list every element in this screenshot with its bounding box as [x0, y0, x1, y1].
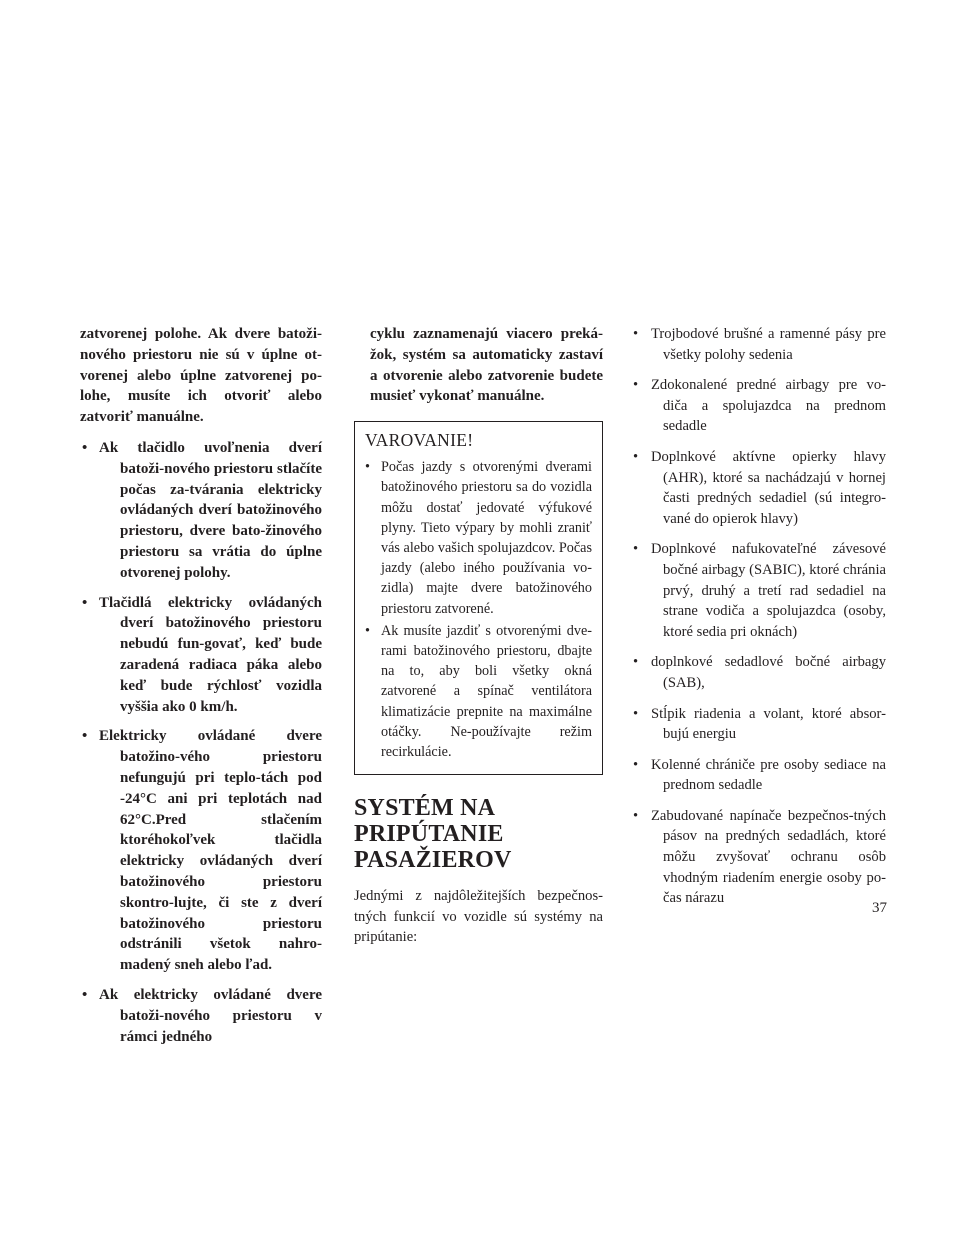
bullet-icon: •: [633, 377, 639, 394]
bullet-icon: •: [82, 594, 88, 611]
bullet-icon: •: [633, 705, 639, 722]
bullet-icon: •: [82, 728, 88, 745]
list-item: • Stĺpik riadenia a volant, ktoré absor-bujú energiu: [633, 705, 886, 743]
column-1: [76, 324, 322, 1056]
list-item: • Doplnkové aktívne opierky hlavy (AHR), ktoré sa nachádzajú v hornej časti predných sedadiel (sú integro-vané do opierok hlavy): [633, 448, 886, 527]
bullet-icon: •: [633, 541, 639, 558]
list-item: • Ak tlačidlo uvoľnenia dverí batoži-nového priestoru stlačíte počas za-tvárania elektricky ovládaných dverí batožinového priestoru, dvere bato-žinového priestoru sa vrátia do úplne otvorenej polohy.: [82, 439, 322, 581]
bullet-icon: •: [633, 326, 639, 342]
bullet-icon: •: [633, 654, 639, 671]
list-item: • Kolenné chrániče pre osoby sediace na prednom sedadle: [633, 756, 886, 794]
bullet-icon: •: [82, 439, 88, 456]
list-item: • Ak elektricky ovládané dvere batoži-nového priestoru v rámci jedného: [82, 986, 322, 1045]
list-item: • Trojbodové brušné a ramenné pásy pre všetky polohy sedenia: [633, 326, 886, 363]
bullet-icon: •: [633, 448, 639, 465]
list-item: • doplnkové sedadlové bočné airbagy (SAB),: [633, 654, 886, 691]
bullet-icon: •: [633, 807, 639, 824]
list-item: • Tlačidlá elektricky ovládaných dverí batožinového priestoru nebudú fun-govať, keď bude zaradená radiaca páka alebo keď bude rýchlosť vozidla vyššia ako 0 km/h.: [82, 594, 322, 715]
list-item: • Zabudované napínače bezpečnos-tných pásov na predných sedadlách, ktoré môžu zvyšovať ochranu osôb vhodným riadením energie osoby po-čas nárazu: [633, 807, 886, 907]
bullet-icon: •: [633, 756, 639, 773]
warning-item: • Počas jazdy s otvorenými dverami batožinového priestoru sa do vozidla môžu dostať jedovaté výfukové plyny. Tieto výpary by mohli zraniť vás alebo vašich spolujazdcov. Počas jazdy (alebo iného používania vo-zidla) majte dvere batožinového priestoru zatvorené.: [365, 459, 592, 617]
continuation-text: cyklu zaznamenajú viacero preká-žok, systém sa automaticky zastaví a otvorenie alebo zatvorenie budete musieť vykonať manuálne.: [370, 326, 603, 405]
page-number: 37: [872, 900, 887, 916]
bullet-icon: •: [365, 459, 370, 476]
intro-paragraph: Jednými z najdôležitejších bezpečnos-tných funkcií vo vozidle sú systémy na pripútanie:: [354, 888, 603, 946]
continuation-text: zatvorenej polohe. Ak dvere batoži-nového priestoru nie sú v úplne ot-vorenej alebo úplne zatvorenej po-lohe, musíte ich otvoriť alebo zatvoriť manuálne.: [80, 326, 322, 426]
list-item: • Zdokonalené predné airbagy pre vo-diča a spolujazdca na prednom sedadle: [633, 377, 886, 435]
column-3: [620, 324, 886, 919]
section-heading: SYSTÉM NA PRIPÚTANIE PASAŽIEROV: [354, 795, 512, 874]
list-item: • Doplnkové nafukovateľné závesové bočné airbagy (SABIC), ktoré chránia prvý, druhý a tretí rad sedadiel na strane vodiča a spolujazdca (osoby, ktoré sedia pri oknách): [633, 541, 886, 640]
warning-item: • Ak musíte jazdiť s otvorenými dve-rami batožinového priestoru, dbajte na to, aby boli všetky okná zatvorené a spínač ventilátora klimatizácie prepnite na maximálne otáčky. Ne-používajte režim recirkulácie.: [365, 622, 592, 761]
bullet-icon: •: [365, 622, 370, 639]
warning-title: VAROVANIE!: [365, 430, 474, 451]
bullet-icon: •: [82, 986, 88, 1003]
column-2: [354, 324, 603, 948]
warning-box: [354, 421, 603, 775]
list-item: • Elektricky ovládané dvere batožino-vého priestoru nefungujú pri teplo-tách pod -24°C ani pri teplotách nad 62°C.Pred stlačením ktoréhokoľvek tlačidla elektricky ovládaných dverí batožinového priestoru skontro-lujte, či ste z dverí batožinového priestoru odstránili všetok nahro-madený sneh alebo ľad.: [82, 728, 322, 974]
